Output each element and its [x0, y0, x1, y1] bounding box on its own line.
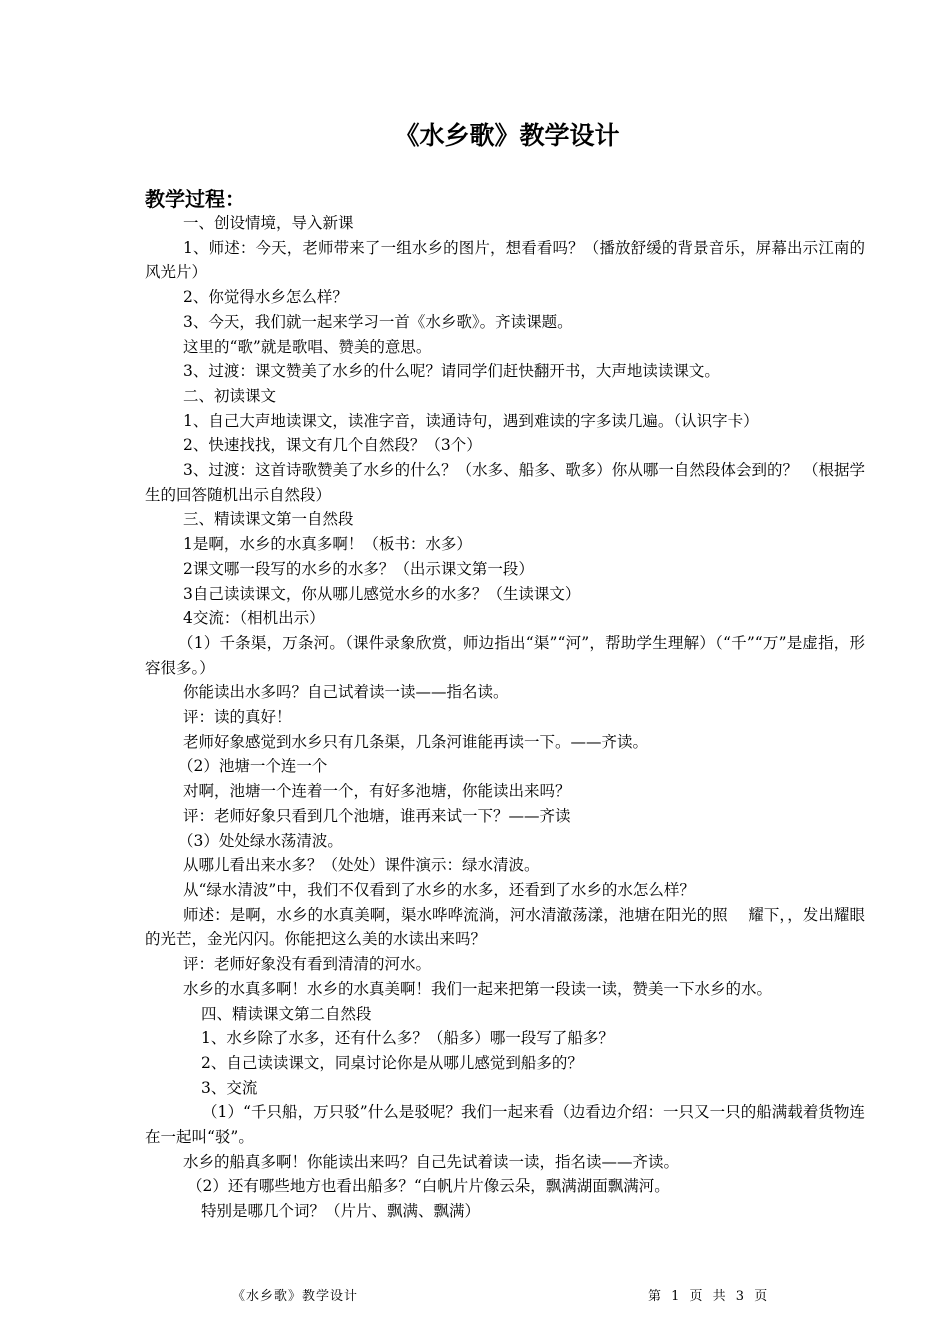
- footer-page-number: 第 1 页 共 3 页: [648, 1289, 769, 1304]
- paragraph: 水乡的船真多啊！你能读出来吗？自己先试着读一读，指名读——齐读。: [183, 1152, 680, 1171]
- paragraph: 对啊，池塘一个连着一个，有好多池塘，你能读出来吗？: [183, 782, 571, 801]
- document-body: [145, 211, 865, 1224]
- paragraph: 四、精读课文第二自然段: [201, 1004, 372, 1023]
- paragraph: （2）池塘一个连一个: [178, 757, 328, 776]
- document-title: 《水乡歌》教学设计: [394, 121, 620, 150]
- paragraph: 4交流：（相机出示）: [183, 609, 325, 628]
- section-heading: 教学过程：: [145, 187, 245, 211]
- paragraph: 这里的“歌”就是歌唱、赞美的意思。: [183, 337, 432, 356]
- paragraph: 1、水乡除了水多，还有什么多？（船多）哪一段写了船多？: [201, 1029, 614, 1048]
- paragraph: 3、交流: [201, 1078, 258, 1097]
- paragraph: 一、创设情境，导入新课: [183, 214, 354, 232]
- paragraph: 二、初读课文: [183, 386, 277, 405]
- paragraph: （1）“千只船，万只驳”什么是驳呢？我们一起来看（边看边介绍：一只又一只的船满载着货物连在一起叫“驳”。: [145, 1103, 865, 1147]
- paragraph: 2课文哪一段写的水乡的水多？（出示课文第一段）: [183, 559, 534, 578]
- paragraph: 评：读的真好！: [183, 708, 292, 727]
- paragraph: 2、自己读读课文，同桌讨论你是从哪儿感觉到船多的？: [201, 1053, 583, 1072]
- paragraph: 3、过渡：这首诗歌赞美了水乡的什么？（水多、船多、歌多）你从哪一自然段体会到的？ （根据学生的回答随机出示自然段）: [145, 461, 865, 504]
- paragraph: 2、你觉得水乡怎么样？: [183, 288, 348, 307]
- paragraph: 特别是哪几个词？（片片、飘满、飘满）: [201, 1202, 481, 1221]
- paragraph: 3自己读读课文，你从哪儿感觉水乡的水多？（生读课文）: [183, 584, 581, 603]
- paragraph: （1）千条渠，万条河。（课件录象欣赏，师边指出“渠”“河”，帮助学生理解）（“千”“万”是虚指，形容很多。）: [145, 633, 865, 677]
- paragraph: 3、今天，我们就一起来学习一首《水乡歌》。齐读课题。: [183, 312, 573, 331]
- paragraph: （2）还有哪些地方也看出船多？“白帆片片像云朵，飘满湖面飘满河。: [187, 1177, 670, 1196]
- paragraph: 从哪儿看出来水多？（处处）课件演示：绿水清波。: [183, 856, 540, 875]
- footer-doc-title: 《水乡歌》教学设计: [232, 1289, 359, 1304]
- paragraph: 1、师述：今天，老师带来了一组水乡的图片，想看看吗？（播放舒缓的背景音乐，屏幕出示江南的风光片）: [145, 238, 865, 282]
- paragraph: 从“绿水清波”中，我们不仅看到了水乡的水多，还看到了水乡的水怎么样？: [183, 880, 695, 899]
- paragraph: 1、自己大声地读课文，读准字音，读通诗句，遇到难读的字多读几遍。（认识字卡）: [183, 411, 759, 430]
- paragraph: 3、过渡：课文赞美了水乡的什么呢？请同学们赶快翻开书，大声地读读课文。: [183, 362, 720, 381]
- paragraph: 评：老师好象只看到几个池塘，谁再来试一下？——齐读: [183, 806, 571, 825]
- paragraph: 2、快速找找，课文有几个自然段？（3个）: [183, 436, 482, 455]
- paragraph: 三、精读课文第一自然段: [183, 510, 354, 529]
- paragraph: （3）处处绿水荡清波。: [178, 831, 343, 850]
- paragraph: 师述：是啊，水乡的水真美啊，渠水哗哗流淌，河水清澈荡漾，池塘在阳光的照 耀下，，发出耀眼的光芒，金光闪闪。你能把这么美的水读出来吗？: [145, 905, 865, 949]
- paragraph: 评：老师好象没有看到清清的河水。: [183, 955, 432, 974]
- paragraph: 你能读出水多吗？自己试着读一读——指名读。: [183, 683, 509, 702]
- paragraph: 1是啊，水乡的水真多啊！（板书：水多）: [183, 535, 472, 554]
- paragraph: 老师好象感觉到水乡只有几条渠，几条河谁能再读一下。——齐读。: [183, 732, 649, 751]
- paragraph: 水乡的水真多啊！水乡的水真美啊！我们一起来把第一段读一读，赞美一下水乡的水。: [183, 979, 773, 998]
